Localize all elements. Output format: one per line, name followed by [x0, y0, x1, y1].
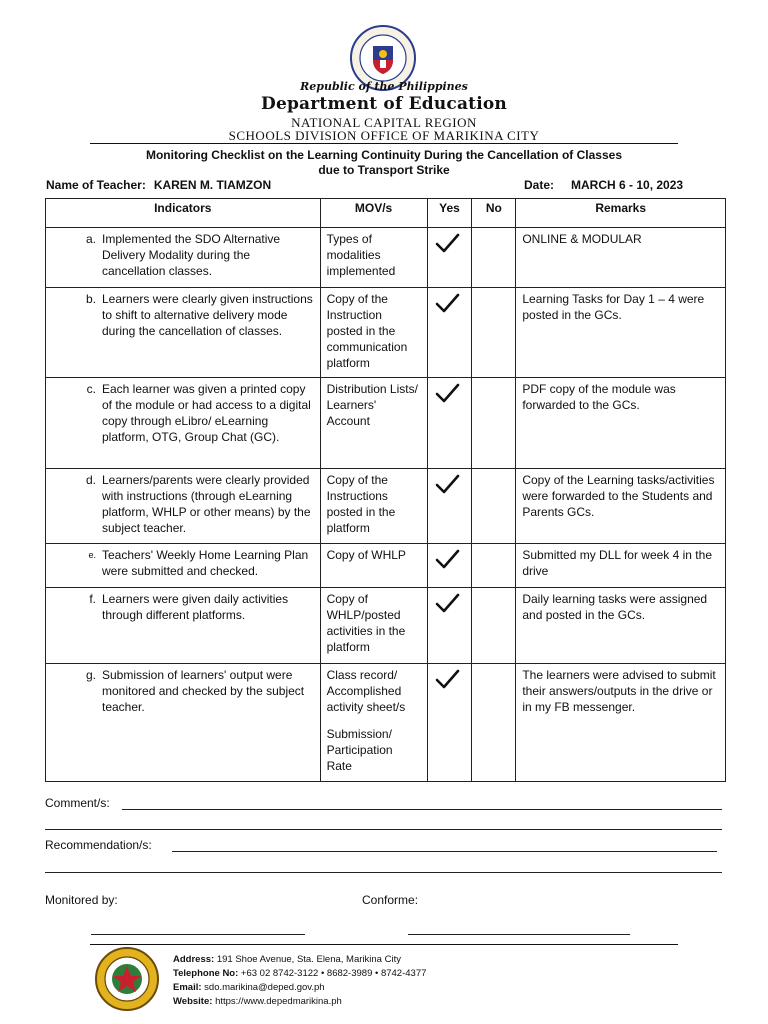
- row-mov-secondary: Submission/ Participation Rate: [326, 727, 393, 773]
- row-letter: a.: [85, 232, 96, 246]
- footer-website-row: [173, 995, 426, 1009]
- table-row: [46, 378, 726, 469]
- row-indicator: Learners were clearly given instructions to shift to alternative delivery mode during the cancellation of classes.: [102, 292, 313, 338]
- row-mov: Copy of the Instructions posted in the platform: [326, 473, 396, 535]
- header-yes: Yes: [427, 199, 472, 228]
- no-cell: [472, 588, 516, 664]
- email-value[interactable]: sdo.marikina@deped.gov.ph: [204, 982, 325, 993]
- table-row: [46, 228, 726, 288]
- footer-contact: [173, 953, 426, 1009]
- recommendation-line-1[interactable]: [172, 851, 717, 852]
- recommendation-field: [45, 838, 152, 852]
- header-remarks: Remarks: [516, 199, 726, 228]
- title-line-2: due to Transport Strike: [318, 163, 450, 177]
- no-cell: [472, 288, 516, 378]
- no-cell: [472, 664, 516, 782]
- comments-line-1[interactable]: [122, 809, 722, 810]
- table-row: [46, 544, 726, 588]
- row-letter: c.: [86, 382, 96, 396]
- row-mov: Copy of WHLP: [326, 548, 406, 562]
- row-indicator: Each learner was given a printed copy of the module or had access to a digital copy through eLibro/ eLearning platform, OTG, Group Chat (GC).: [102, 382, 311, 444]
- row-mov: Types of modalities implemented: [326, 232, 396, 278]
- division-heading: SCHOOLS DIVISION OFFICE OF MARIKINA CITY: [228, 128, 540, 143]
- website-value[interactable]: https://www.depedmarikina.ph: [215, 996, 342, 1007]
- check-mark-icon: [434, 548, 460, 570]
- table-row: [46, 664, 726, 782]
- footer-divider: [90, 944, 678, 945]
- republic-heading: Republic of the Philippines: [300, 80, 468, 93]
- telephone-value: +63 02 8742-3122 • 8682-3989 • 8742-4377: [240, 968, 427, 979]
- row-indicator: Implemented the SDO Alternative Delivery Modality during the cancellation classes.: [102, 232, 281, 278]
- row-remarks: The learners were advised to submit their answers/outputs in the drive or in my FB messenger.: [522, 668, 716, 714]
- department-heading: Department of Education: [261, 94, 507, 114]
- yes-cell: [427, 544, 472, 588]
- table-row: [46, 588, 726, 664]
- date-field: [524, 178, 683, 192]
- check-mark-icon: [434, 592, 460, 614]
- website-label: Website:: [173, 996, 213, 1007]
- conforme-label: Conforme:: [362, 893, 419, 907]
- email-label: Email:: [173, 982, 202, 993]
- header-no: No: [472, 199, 516, 228]
- check-mark-icon: [434, 473, 460, 495]
- row-letter: e.: [88, 550, 96, 560]
- check-mark-icon: [434, 232, 460, 254]
- row-remarks: Daily learning tasks were assigned and posted in the GCs.: [522, 592, 708, 622]
- recommendation-line-2[interactable]: [45, 872, 722, 873]
- header-indicators: Indicators: [46, 199, 321, 228]
- no-cell: [472, 378, 516, 469]
- table-header-row: [46, 199, 726, 228]
- row-remarks: ONLINE & MODULAR: [522, 232, 642, 246]
- yes-cell: [427, 228, 472, 288]
- row-indicator: Learners were given daily activities through different platforms.: [102, 592, 289, 622]
- address-value: 191 Shoe Avenue, Sta. Elena, Marikina City: [216, 954, 401, 965]
- date-value: MARCH 6 - 10, 2023: [571, 178, 684, 192]
- check-mark-icon: [434, 382, 460, 404]
- no-cell: [472, 228, 516, 288]
- region-heading: NATIONAL CAPITAL REGION: [291, 115, 477, 130]
- row-mov: Distribution Lists/ Learners' Account: [326, 382, 418, 428]
- table-row: [46, 288, 726, 378]
- yes-cell: [427, 288, 472, 378]
- row-mov: Class record/ Accomplished activity sheet/s: [326, 668, 406, 714]
- row-remarks: PDF copy of the module was forwarded to the GCs.: [522, 382, 676, 412]
- comments-field: [45, 796, 110, 810]
- telephone-label: Telephone No:: [173, 968, 239, 979]
- row-letter: f.: [89, 592, 96, 606]
- row-indicator: Submission of learners' output were monitored and checked by the subject teacher.: [102, 668, 305, 714]
- row-remarks: Learning Tasks for Day 1 – 4 were posted in the GCs.: [522, 292, 705, 322]
- teacher-name: KAREN M. TIAMZON: [153, 178, 272, 192]
- header-movs: MOV/s: [320, 199, 427, 228]
- sdo-marikina-seal-logo: [94, 946, 160, 1012]
- address-label: Address:: [173, 954, 215, 965]
- footer-email-row: [173, 981, 426, 995]
- yes-cell: [427, 469, 472, 544]
- teacher-field: [46, 178, 271, 192]
- recommendation-label: Recommendation/s:: [45, 838, 152, 852]
- row-mov: Copy of WHLP/posted activities in the platform: [326, 592, 406, 654]
- comments-line-2[interactable]: [45, 829, 722, 830]
- document-title: [0, 148, 768, 178]
- row-mov: Copy of the Instruction posted in the communication platform: [326, 292, 408, 370]
- footer-address-row: [173, 953, 426, 967]
- footer-telephone-row: [173, 967, 426, 981]
- check-mark-icon: [434, 668, 460, 690]
- check-mark-icon: [434, 292, 460, 314]
- header-divider: [90, 143, 678, 144]
- row-letter: d.: [85, 473, 96, 487]
- row-remarks: Submitted my DLL for week 4 in the drive: [522, 548, 712, 578]
- monitored-by-signature-line[interactable]: [91, 934, 305, 935]
- no-cell: [472, 469, 516, 544]
- row-remarks: Copy of the Learning tasks/activities were forwarded to the Students and Parents GCs.: [522, 473, 715, 519]
- yes-cell: [427, 664, 472, 782]
- row-letter: b.: [85, 292, 96, 306]
- row-indicator: Learners/parents were clearly provided with instructions (through eLearning platform, WHLP or other means) by the subject teacher.: [102, 473, 311, 535]
- title-line-1: Monitoring Checklist on the Learning Continuity During the Cancellation of Classes: [145, 148, 623, 162]
- checklist-table: [45, 198, 726, 782]
- table-row: [46, 469, 726, 544]
- yes-cell: [427, 588, 472, 664]
- conforme-signature-line[interactable]: [408, 934, 630, 935]
- teacher-label: Name of Teacher:: [46, 178, 146, 192]
- yes-cell: [427, 378, 472, 469]
- row-indicator: Teachers' Weekly Home Learning Plan were submitted and checked.: [102, 548, 309, 578]
- monitored-by-label: Monitored by:: [45, 893, 118, 907]
- no-cell: [472, 544, 516, 588]
- date-label: Date:: [524, 178, 555, 192]
- row-letter: g.: [85, 668, 96, 682]
- comments-label: Comment/s:: [45, 796, 110, 810]
